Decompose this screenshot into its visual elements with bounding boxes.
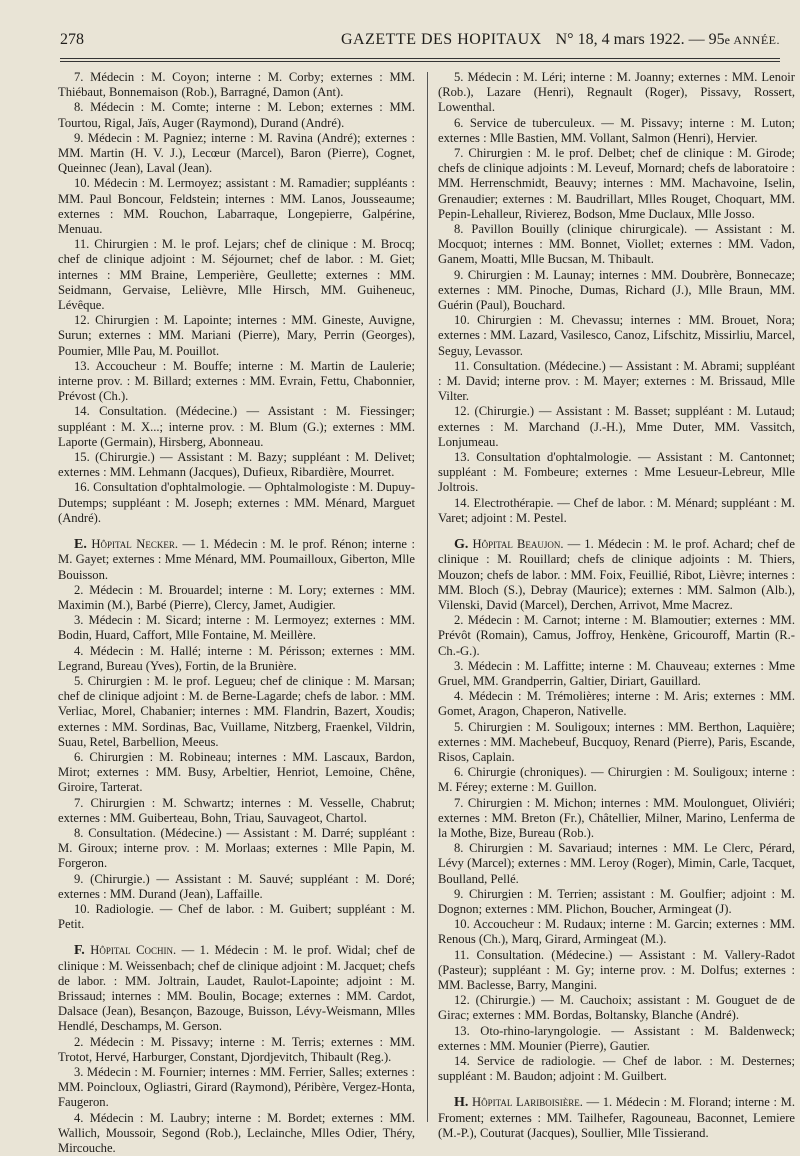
- service-entry: 2. Médecin : M. Brouardel; interne : M. Lory; externes : MM. Maximin (M.), Barbé (Pierre), Clercy, Jamet, Audigier.: [58, 582, 415, 612]
- hospital-entry-text: — 1. Médecin : M. le prof. Rénon; interne : M. Gayet; externes : Mme Ménard, MM. Poumailloux, Giberton, Mlle Bouisson.: [58, 537, 416, 582]
- service-entry: 6. Chirurgien : M. Robineau; internes : MM. Lascaux, Bardon, Mirot; externes : MM. Busy, Arbeltier, Henriot, Lemoine, Chêne, Giroire, Tarterat.: [58, 749, 415, 795]
- issue-year-label: e ANNÉE.: [724, 33, 780, 47]
- hospital-section-heading: [438, 537, 795, 613]
- service-entry: 12. (Chirurgie.) — Assistant : M. Basset; suppléant : M. Lutaud; externes : M. Marchand (J.-H.), Mme Duter, MM. Vassitch, Lonjumeau.: [438, 404, 795, 449]
- hospital-entry-text: — 1. Médecin : M. Florand; interne : M. Froment; externes : MM. Tailhefer, Ragouneau, Baconnet, Lemiere (M.-P.), Couturat (Jacques), Soullier, Mlle Tissierand.: [438, 1095, 795, 1140]
- issue-info: [556, 28, 780, 52]
- service-entry: 14. Electrothérapie. — Chef de labor. : M. Ménard; suppléant : M. Varet; adjoint : M. Pestel.: [438, 495, 795, 525]
- service-entry: 7. Médecin : M. Coyon; interne : M. Corby; externes : MM. Thiébaut, Bonnemaison (Rob.), Barragné, Damon (Ant).: [58, 70, 415, 100]
- service-entry: 14. Consultation. (Médecine.) — Assistant : M. Fiessinger; suppléant : M. X...; interne prov. : M. Blum (G.); externes : MM. Laporte (Germain), Hirsberg, Abonneau.: [58, 404, 415, 449]
- service-entry: 12. Chirurgien : M. Lapointe; internes : MM. Gineste, Auvigne, Surun; externes : MM. Mariani (Pierre), Mary, Perrin (Georges), Poumier, Mlle Pau, M. Pouillot.: [58, 313, 415, 358]
- right-column: [438, 70, 795, 1141]
- page-number: 278: [60, 31, 84, 48]
- service-entry: 14. Service de radiologie. — Chef de labor. : M. Desternes; suppléant : M. Baudon; adjoint : M. Guilbert.: [438, 1054, 795, 1084]
- service-entry: 9. (Chirurgie.) — Assistant : M. Sauvé; suppléant : M. Doré; externes : MM. Durand (Jean), Laffaille.: [58, 871, 415, 901]
- header-rule-bottom: [60, 61, 780, 62]
- hospital-letter: G.: [454, 537, 469, 553]
- service-entry: 5. Chirurgien : M. le prof. Legueu; chef de clinique : M. Marsan; chef de clinique adjoint : M. de Berne-Lagarde; chefs de labor. : MM. Verliac, Morel, Chabanier; internes : MM. Flandrin, Bazert, Xoudis; externes : MM. Sordinas, Bac, Vuillame, Nitzberg, Fraenkel, Vildrin, Suau, Retel, Barbellion, Meeus.: [58, 673, 415, 749]
- service-entry: 4. Médecin : M. Trémolières; interne : M. Aris; externes : MM. Gomet, Aragon, Chaperon, Nativelle.: [438, 689, 795, 719]
- hospital-section-heading: [438, 1095, 795, 1141]
- service-entry: 12. (Chirurgie.) — M. Cauchoix; assistant : M. Gouguet de de Girac; externes : MM. Bordas, Boltansky, Blanche (André).: [438, 993, 795, 1023]
- service-entry: 11. Chirurgien : M. le prof. Lejars; chef de clinique : M. Brocq; chef de clinique adjoint : M. Séjournet; chef de labor. : M. Giet; internes : MM Braine, Lemperière, Geullette; externes : MM. Seidmann, Gervaise, Lelièvre, Mlle Hirsch, MM. Guiheneuc, Lévêque.: [58, 237, 415, 313]
- service-entry: 11. Consultation. (Médecine.) — Assistant : M. Abrami; suppléant : M. David; interne prov. : M. Mayer; externes : M. Brissaud, Mlle Vilter.: [438, 358, 795, 404]
- service-entry: 4. Médecin : M. Hallé; interne : M. Périsson; externes : MM. Legrand, Bureau (Yves), Fortin, de la Brunière.: [58, 643, 415, 673]
- service-entry: 13. Oto-rhino-laryngologie. — Assistant : M. Baldenweck; externes : MM. Mounier (Pierre), Gautier.: [438, 1023, 795, 1053]
- service-entry: 16. Consultation d'ophtalmologie. — Ophtalmologiste : M. Dupuy-Dutemps; suppléant : M. Joseph; externes : MM. Ménard, Marguet (André).: [58, 480, 415, 525]
- service-entry: 7. Chirurgien : M. le prof. Delbet; chef de clinique : M. Girode; chefs de clinique adjoints : M. Leveuf, Mornard; chefs de laboratoire : MM. Herrenschmidt, Beauvy; internes : MM. Machavoine, Iselin, Grenaudier; externes : M. Baudrillart, Mlles Rouget, Choquart, MM. Pepin-Lehalleur, Rivierez, Bodson, Mme Duclaux, Mlle Josso.: [438, 146, 795, 221]
- service-entry: 9. Chirurgien : M. Terrien; assistant : M. Goulfier; adjoint : M. Dognon; externes : MM. Plichon, Boucher, Armingeat (J).: [438, 886, 795, 916]
- hospital-section-heading: [58, 537, 415, 583]
- service-entry: 6. Chirurgie (chroniques). — Chirurgien : M. Souligoux; interne : M. Férey; externe : M. Guillon.: [438, 765, 795, 795]
- service-entry: 4. Médecin : M. Laubry; interne : M. Bordet; externes : MM. Wallich, Moussoir, Segond (Rob.), Leclainche, Mlles Odier, Théry, Mircouche.: [58, 1110, 415, 1156]
- page-header: [60, 28, 780, 52]
- service-entry: 9. Médecin : M. Pagniez; interne : M. Ravina (André); externes : MM. Martin (H. V. J.), Lecœur (Marcel), Baron (Pierre), Cognet, Queinnec (Jean), Laval (Jean).: [58, 130, 415, 176]
- hospital-letter: H.: [454, 1095, 469, 1111]
- issue-date: N° 18, 4 mars 1922. — 95: [555, 31, 725, 48]
- column-divider: [427, 72, 428, 1122]
- service-entry: 5. Médecin : M. Léri; interne : M. Joanny; externes : MM. Lenoir (Rob.), Lazare (Henri), Regnault (Roger), Pissavy, Rossert, Lowenthal.: [438, 70, 795, 115]
- service-entry: 3. Médecin : M. Fournier; internes : MM. Ferrier, Salles; externes : MM. Poincloux, Ogliastri, Girard (Raymond), Péribère, Vergez-Honta, Faugeron.: [58, 1065, 415, 1110]
- left-column: [58, 70, 415, 1156]
- service-entry: 9. Chirurgien : M. Launay; internes : MM. Doubrère, Bonnecaze; externes : MM. Pinoche, Dumas, Richard (J.), Mlle Braun, MM. Guérin (Paul), Bouchard.: [438, 267, 795, 313]
- service-entry: 13. Consultation d'ophtalmologie. — Assistant : M. Cantonnet; suppléant : M. Fombeure; externes : Mme Lesueur-Lebreur, Mlle Joltrois.: [438, 450, 795, 495]
- service-entry: 3. Médecin : M. Laffitte; interne : M. Chauveau; externes : Mme Gruel, MM. Grandperrin, Galtier, Diriart, Gauillard.: [438, 658, 795, 688]
- service-entry: 13. Accoucheur : M. Bouffe; interne : M. Martin de Laulerie; interne prov. : M. Billard; externes : MM. Evrain, Fettu, Chabonnier, Prévost (Ch.).: [58, 358, 415, 404]
- service-entry: 3. Médecin : M. Sicard; interne : M. Lermoyez; externes : MM. Bodin, Huard, Caffort, Mlle Fontaine, M. Meillère.: [58, 613, 415, 643]
- hospital-entry-text: — 1. Médecin : M. le prof. Widal; chef de clinique : M. Weissenbach; chef de clinique adjoint : M. Jacquet; chefs de labor. : MM. Joltrain, Laudet, Raulot-Lapointe; adjoint : M. Brissaud; internes : MM. Boulin, Bocage; externes : MM. Cardot, Dalsace (Jean), Besançon, Bazouge, Buisson, Lévy-Weismann, Mlles Hendlé, Deschamps, M. Gerson.: [58, 943, 415, 1034]
- service-entry: 8. Chirurgien : M. Savariaud; internes : MM. Le Clerc, Pérard, Lévy (Marcel); externes : MM. Leroy (Roger), Mimin, Carle, Tacquet, Boulland, Pellé.: [438, 841, 795, 886]
- hospital-name: Hôpital Necker.: [91, 537, 178, 552]
- service-entry: 8. Médecin : M. Comte; interne : M. Lebon; externes : MM. Tourtou, Rigal, Jaïs, Auger (Raymond), Durand (André).: [58, 100, 415, 130]
- hospital-name: Hôpital Beaujon.: [472, 537, 564, 552]
- hospital-entry-text: — 1. Médecin : M. le prof. Achard; chef de clinique : M. Rouillard; chefs de clinique adjoints : M. Thiers, Mouzon; chefs de labor. : MM. Foix, Feuillié, Ribot, Lièvre; internes : MM. Bloch (S.), Debray (Maurice); externes : MM. Salmon (Alb.), Vilenski, David (Marcel), Derchen, Arrivot, Mme Macrez.: [438, 537, 795, 612]
- service-entry: 5. Chirurgien : M. Souligoux; internes : MM. Berthon, Laquière; externes : MM. Machebeuf, Bucquoy, Renard (Pierre), Paris, Escande, Risos, Caplain.: [438, 719, 795, 764]
- service-entry: 10. Médecin : M. Lermoyez; assistant : M. Ramadier; suppléants : MM. Paul Boncour, Feldstein; internes : MM. Lanos, Jousseaume; externes : MM. Rouchon, Labarraque, Longepierre, Galpérine, Menuau.: [58, 176, 415, 237]
- hospital-section-heading: [58, 943, 415, 1034]
- service-entry: 11. Consultation. (Médecine.) — Assistant : M. Vallery-Radot (Pasteur); suppléant : M. Gy; interne prov. : M. Dolfus; externes : MM. Baclesse, Barry, Mangini.: [438, 947, 795, 992]
- service-entry: 2. Médecin : M. Carnot; interne : M. Blamoutier; externes : MM. Prévôt (Romain), Camus, Joffroy, Henkène, Gricouroff, Martin (R.-Ch.-G.).: [438, 613, 795, 658]
- header-rule-top: [60, 58, 780, 59]
- service-entry: 7. Chirurgien : M. Schwartz; internes : M. Vesselle, Chabrut; externes : MM. Guiberteau, Bohn, Triau, Sauvageot, Chartol.: [58, 795, 415, 825]
- hospital-name: Hôpital Lariboisière.: [472, 1095, 583, 1110]
- service-entry: 8. Pavillon Bouilly (clinique chirurgicale). — Assistant : M. Mocquot; internes : MM. Bonnet, Viollet; externes : MM. Vadon, Ganem, Moatti, Mlle Bucsan, M. Thibault.: [438, 222, 795, 267]
- hospital-letter: F.: [74, 943, 85, 959]
- service-entry: 10. Radiologie. — Chef de labor. : M. Guibert; suppléant : M. Petit.: [58, 901, 415, 932]
- hospital-name: Hôpital Cochin.: [90, 943, 177, 958]
- service-entry: 15. (Chirurgie.) — Assistant : M. Bazy; suppléant : M. Delivet; externes : MM. Lehmann (Jacques), Dufieux, Ribardière, Mourret.: [58, 450, 415, 480]
- service-entry: 8. Consultation. (Médecine.) — Assistant : M. Darré; suppléant : M. Giroux; interne prov. : M. Morlaas; externes : Mlle Papin, M. Forgeron.: [58, 825, 415, 871]
- service-entry: 10. Accoucheur : M. Rudaux; interne : M. Garcin; externes : MM. Renous (Ch.), Marq, Girard, Armingeat (M.).: [438, 917, 795, 947]
- service-entry: 6. Service de tuberculeux. — M. Pissavy; interne : M. Luton; externes : Mlle Bastien, MM. Vollant, Salmon (Henri), Hervier.: [438, 115, 795, 145]
- service-entry: 10. Chirurgien : M. Chevassu; internes : MM. Brouet, Nora; externes : MM. Lazard, Vasilesco, Canoz, Lifschitz, Missirliu, Marcel, Seguy, Levassor.: [438, 313, 795, 358]
- journal-title: GAZETTE DES HOPITAUX: [341, 31, 542, 48]
- hospital-letter: E.: [74, 537, 87, 553]
- service-entry: 7. Chirurgien : M. Michon; internes : MM. Moulonguet, Oliviéri; externes : MM. Breton (Fr.), Châtellier, Milner, Marino, Lenferma de la Mothe, Bize, Bureau (Rob.).: [438, 795, 795, 840]
- service-entry: 2. Médecin : M. Pissavy; interne : M. Terris; externes : MM. Trotot, Hervé, Harburger, Constant, Djordjevitch, Thibault (Reg.).: [58, 1034, 415, 1064]
